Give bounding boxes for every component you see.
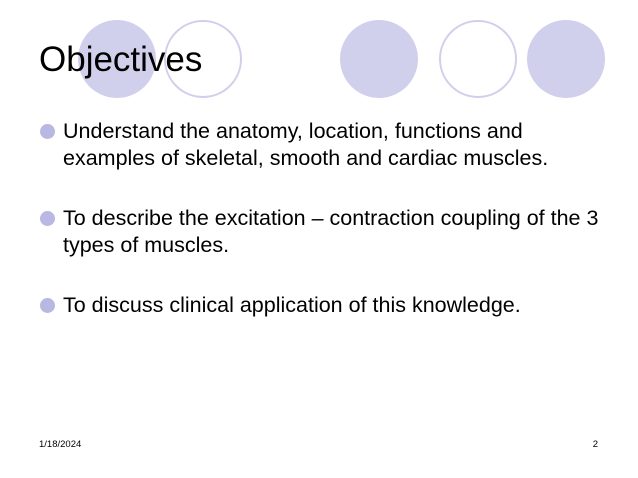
bullet-list <box>40 118 610 319</box>
decorative-circle-outline <box>439 20 517 98</box>
footer-date: 1/18/2024 <box>39 439 82 450</box>
bullet-text: Understand the anatomy, location, functions and examples of skeletal, smooth and cardiac muscles. <box>63 119 549 170</box>
decorative-circle <box>527 20 605 98</box>
bullet-dot-icon <box>40 124 55 139</box>
slide-title: Objectives <box>39 40 203 79</box>
bullet-item <box>40 118 610 172</box>
bullet-item <box>40 205 610 259</box>
bullet-item <box>40 292 610 319</box>
page-number: 2 <box>592 439 598 450</box>
decorative-circle <box>340 20 418 98</box>
bullet-dot-icon <box>40 298 55 313</box>
bullet-text: To discuss clinical application of this knowledge. <box>63 293 521 317</box>
bullet-dot-icon <box>40 211 55 226</box>
bullet-text: To describe the excitation – contraction coupling of the 3 types of muscles. <box>63 206 599 257</box>
